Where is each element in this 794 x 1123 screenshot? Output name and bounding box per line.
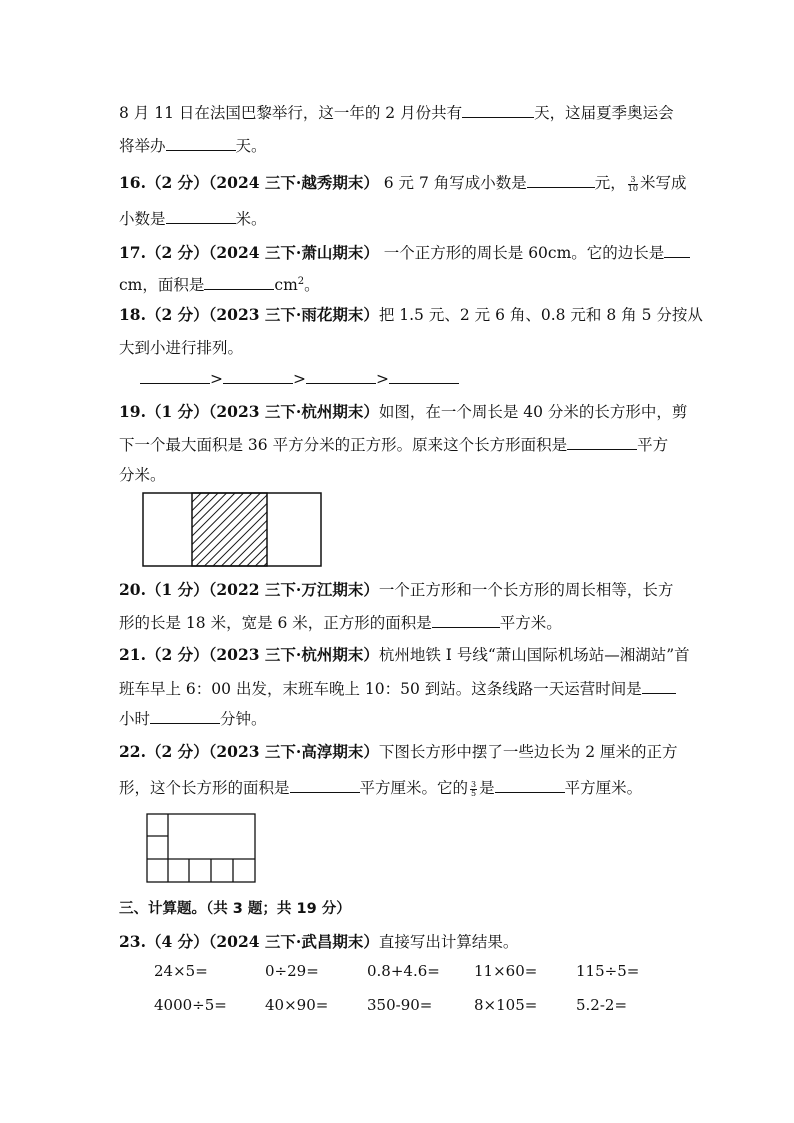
q21-text: 班车早上 6：00 出发，末班车晚上 10：50 到站。这条线路一天运营时间是 (119, 680, 642, 698)
q19-line2 (119, 434, 668, 455)
calc-item: 350-90= (367, 996, 433, 1014)
q18-blank-4[interactable] (389, 368, 459, 384)
fraction-denominator: 5 (471, 788, 477, 798)
q16-blank-2[interactable] (166, 208, 236, 224)
q20-text: 平方米。 (499, 614, 562, 632)
calc-item: 0÷29= (265, 962, 319, 980)
q17-blank-2[interactable] (204, 274, 274, 290)
q22-text: 形，这个长方形的面积是 (119, 779, 290, 797)
q18-gt: > (210, 370, 223, 388)
q22-text: 平方厘米。 (564, 779, 643, 797)
q18-blank-1[interactable] (140, 368, 210, 384)
q22-label: 22.（2 分）（2023 三下·高淳期末） (119, 742, 379, 761)
q21-line1 (119, 645, 690, 665)
q19-text: 分米。 (119, 466, 166, 484)
q22-fraction (470, 781, 477, 798)
calc-item: 115÷5= (576, 962, 640, 980)
q16-text: 小数是 (119, 210, 166, 228)
q20-line2 (119, 612, 562, 633)
q18-label: 18.（2 分）（2023 三下·雨花期末） (119, 305, 379, 324)
q18-text: 把 1.5 元、2 元 6 角、0.8 元和 8 角 5 分按从 (378, 306, 703, 324)
q19-blank[interactable] (567, 434, 637, 450)
q15-text: 8 月 11 日在法国巴黎举行，这一年的 2 月份共有 (119, 104, 463, 122)
q15-line2 (119, 135, 267, 156)
calc-item: 4000÷5= (154, 996, 227, 1014)
q23-text: 直接写出计算结果。 (378, 933, 519, 951)
section-3-title (119, 899, 351, 919)
fraction-denominator: 10 (627, 183, 638, 193)
q21-text: 分钟。 (220, 710, 267, 728)
q18-blank-3[interactable] (306, 368, 376, 384)
q23-label: 23.（4 分）（2024 三下·武昌期末） (119, 932, 379, 951)
q17-unit: cm (274, 276, 298, 295)
q17-unit-sup: 2 (297, 276, 305, 287)
q22-text: 平方厘米。它的 (359, 779, 469, 797)
q15-text: 将举办 (119, 137, 166, 155)
q18-line2 (119, 338, 243, 358)
calc-item: 8×105= (474, 996, 538, 1014)
q16-label: 16.（2 分）（2024 三下·越秀期末） (119, 173, 379, 192)
q16-blank-1[interactable] (527, 172, 595, 188)
calc-item: 24×5= (154, 962, 208, 980)
q19-text: 如图，在一个周长是 40 分米的长方形中，剪 (378, 403, 688, 421)
q22-line1 (119, 742, 678, 762)
big-rectangle (147, 814, 255, 882)
q16-text: 米写成 (639, 174, 687, 192)
q16-text: 米。 (235, 210, 267, 228)
q21-line3 (119, 708, 267, 729)
q22-blank-2[interactable] (495, 777, 565, 793)
q17-line2 (119, 272, 320, 295)
q16-line2 (119, 208, 267, 229)
q16-line1 (119, 172, 687, 193)
q18-order-line (140, 368, 459, 389)
q19-line1 (119, 402, 687, 422)
q15-line1 (119, 102, 674, 123)
q17-line1 (119, 242, 690, 263)
q18-text: 大到小进行排列。 (119, 339, 244, 357)
section-title-text: 三、计算题。（共 3 题；共 19 分） (119, 901, 351, 917)
q17-text: 一个正方形的周长是 60cm。它的边长是 (378, 244, 665, 262)
q19-text: 下一个最大面积是 36 平方分米的正方形。原来这个长方形面积是 (119, 436, 568, 454)
q18-line1 (119, 305, 703, 325)
q16-fraction (628, 176, 638, 193)
q20-line1 (119, 580, 673, 600)
q17-blank-1[interactable] (664, 242, 690, 258)
q15-blank-1[interactable] (462, 102, 534, 118)
q22-text: 下图长方形中摆了一些边长为 2 厘米的正方 (378, 743, 678, 761)
q17-label: 17.（2 分）（2024 三下·萧山期末） (119, 243, 379, 262)
q22-text: 是 (479, 779, 495, 797)
q15-blank-2[interactable] (166, 135, 236, 151)
q15-text: 天。 (235, 137, 267, 155)
q22-line2 (119, 777, 642, 798)
q16-text: 元， (594, 174, 626, 192)
q19-line3 (119, 465, 166, 485)
q17-text: cm，面积是 (119, 276, 205, 295)
q20-blank[interactable] (432, 612, 500, 628)
hatched-square (192, 493, 267, 566)
q20-text: 一个正方形和一个长方形的周长相等，长方 (378, 581, 674, 599)
q17-text: 。 (304, 276, 320, 295)
calc-item: 0.8+4.6= (367, 962, 440, 980)
q18-gt: > (293, 370, 306, 388)
q20-text: 形的长是 18 米，宽是 6 米，正方形的面积是 (119, 614, 432, 632)
q22-grid-figure (146, 813, 258, 885)
q15-text: 天，这届夏季奥运会 (534, 104, 674, 122)
q21-label: 21.（2 分）（2023 三下·杭州期末） (119, 645, 379, 664)
calc-item: 40×90= (265, 996, 329, 1014)
fraction-numerator: 3 (628, 176, 638, 185)
q19-label: 19.（1 分）（2023 三下·杭州期末） (119, 402, 379, 421)
q16-text: 6 元 7 角写成小数是 (378, 174, 527, 192)
q21-blank-1[interactable] (642, 678, 676, 694)
q18-blank-2[interactable] (223, 368, 293, 384)
q19-text: 平方 (637, 436, 669, 454)
fraction-numerator: 3 (471, 779, 477, 789)
calc-item: 11×60= (474, 962, 538, 980)
calc-item: 5.2-2= (576, 996, 628, 1014)
q21-text: 小时 (119, 710, 151, 728)
q22-blank-1[interactable] (290, 777, 360, 793)
q21-text: 杭州地铁 I 号线“萧山国际机场站—湘湖站”首 (378, 646, 690, 664)
q19-rectangle-figure (142, 492, 323, 568)
q18-gt: > (376, 370, 389, 388)
q20-label: 20.（1 分）（2022 三下·万江期末） (119, 580, 379, 599)
q23-line1 (119, 932, 518, 952)
q21-blank-2[interactable] (150, 708, 220, 724)
q21-line2 (119, 678, 676, 699)
